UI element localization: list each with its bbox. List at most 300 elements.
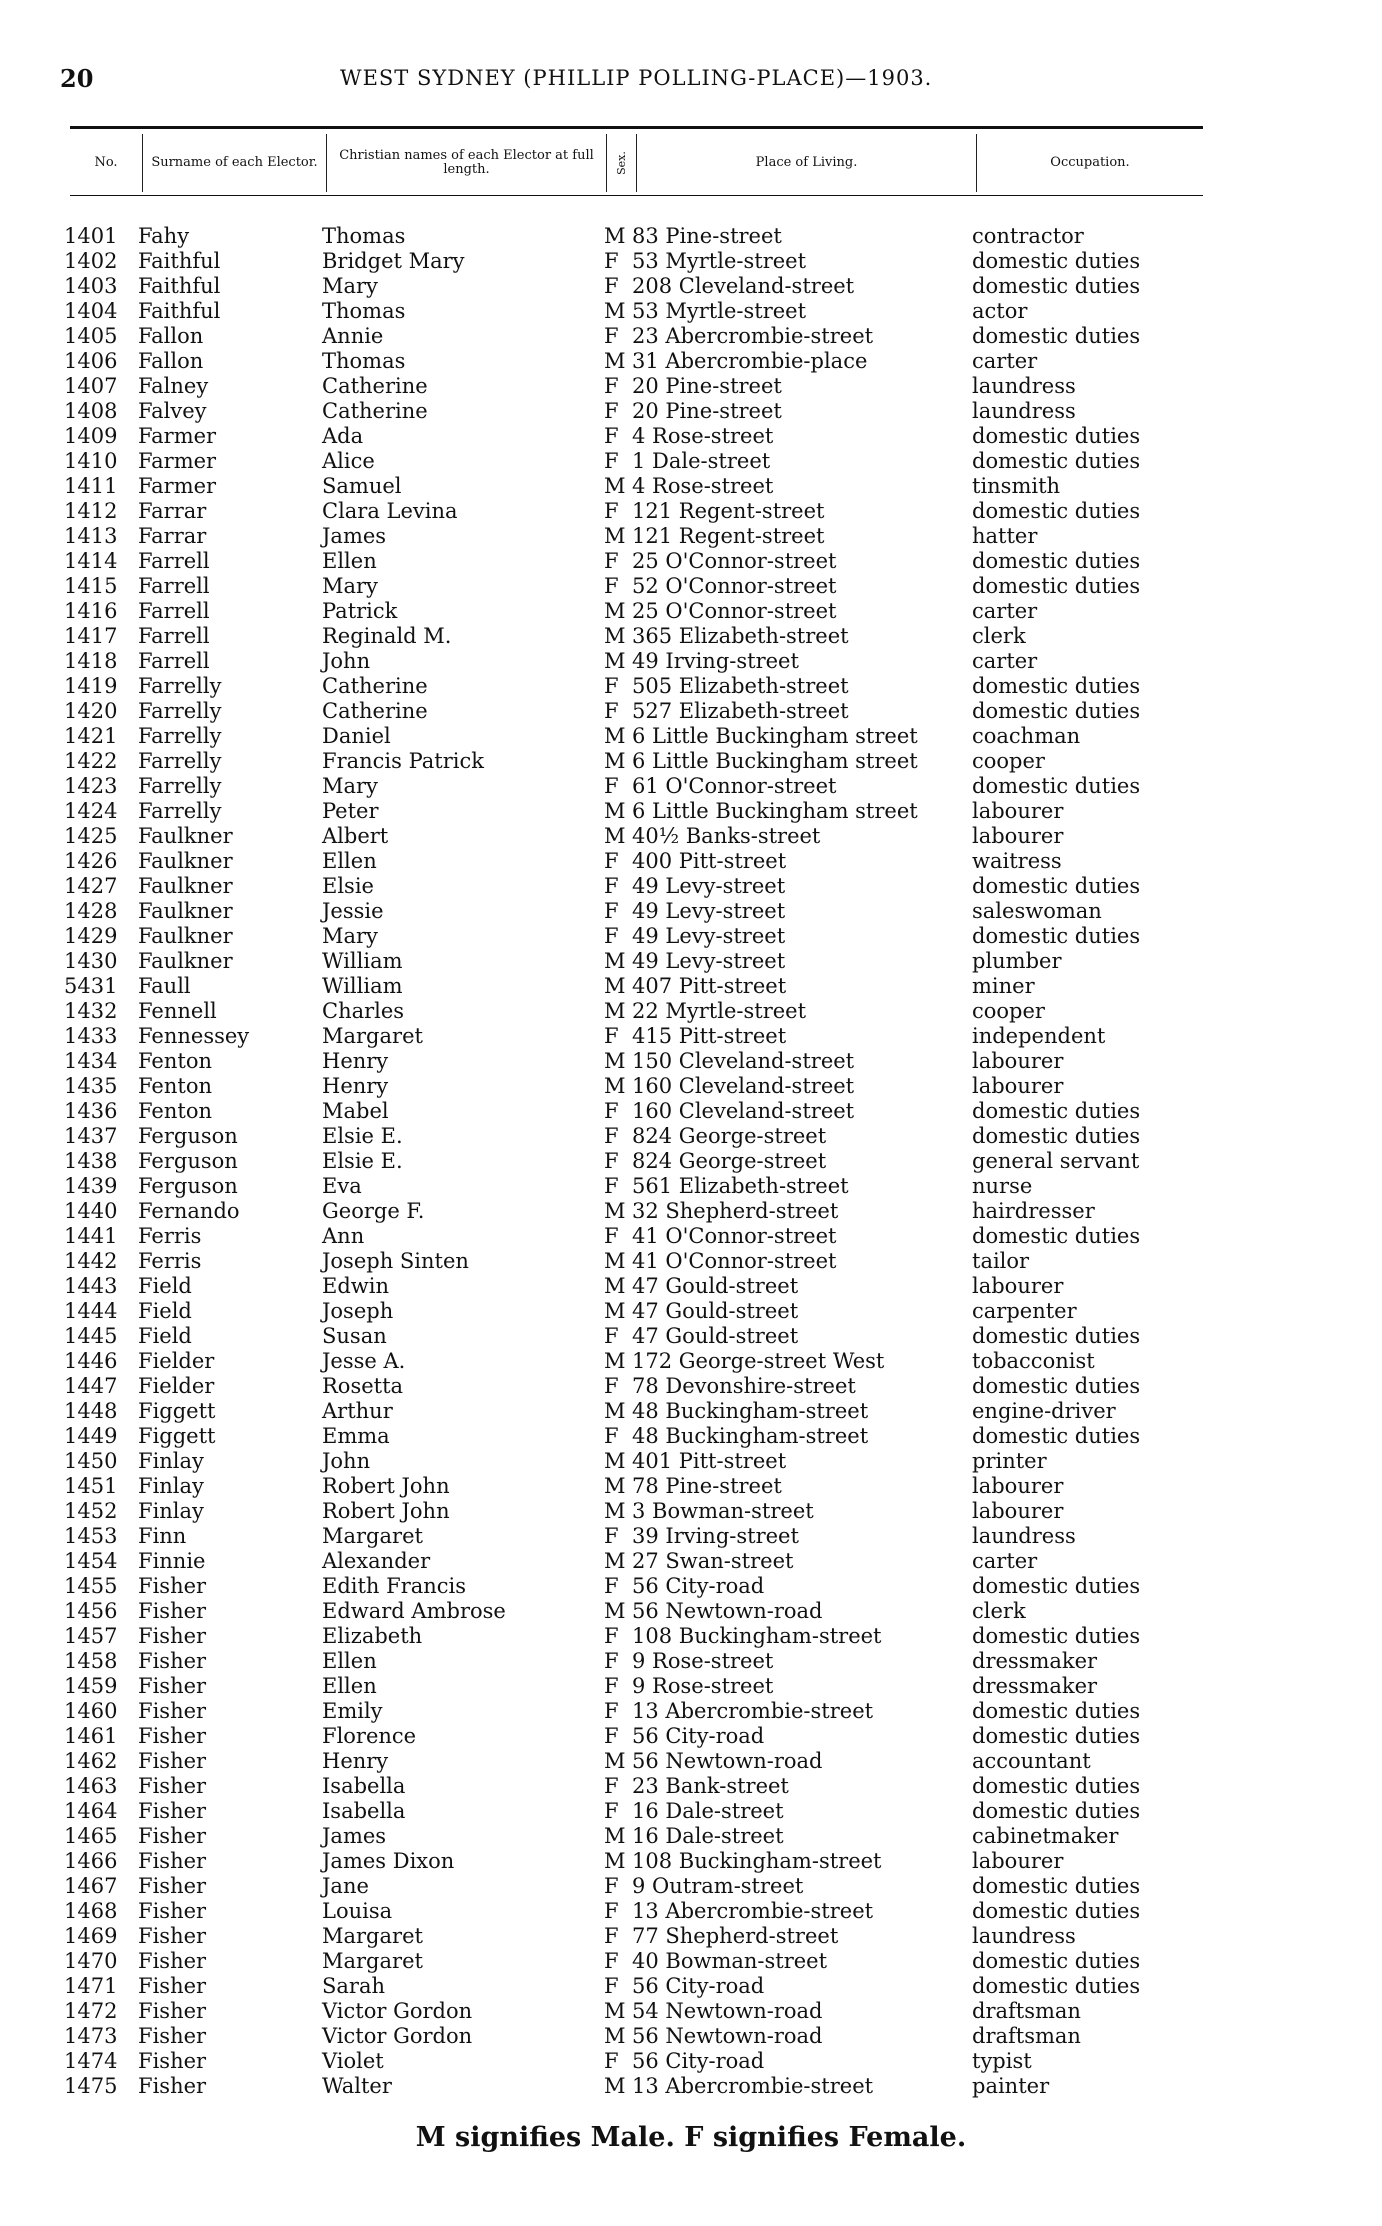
table-row bbox=[0, 474, 1382, 499]
elector-christian-names: Margaret bbox=[322, 1024, 423, 1048]
elector-christian-names: Violet bbox=[322, 2049, 384, 2073]
elector-place-of-living: 56 City-road bbox=[632, 2049, 765, 2073]
elector-number: 1448 bbox=[64, 1399, 118, 1423]
elector-surname: Fisher bbox=[138, 1749, 207, 1773]
elector-number: 1456 bbox=[64, 1599, 118, 1623]
elector-surname: Farrelly bbox=[138, 674, 222, 698]
elector-surname: Fahy bbox=[138, 224, 190, 248]
elector-place-of-living: 407 Pitt-street bbox=[632, 974, 787, 998]
elector-occupation: domestic duties bbox=[972, 924, 1141, 948]
elector-surname: Ferris bbox=[138, 1249, 202, 1273]
elector-number: 1474 bbox=[64, 2049, 118, 2073]
table-row bbox=[0, 1899, 1382, 1924]
elector-occupation: domestic duties bbox=[972, 499, 1141, 523]
elector-christian-names: Victor Gordon bbox=[322, 2024, 473, 2048]
elector-surname: Faithful bbox=[138, 299, 221, 323]
elector-occupation: domestic duties bbox=[972, 774, 1141, 798]
elector-sex: F bbox=[604, 549, 619, 573]
elector-surname: Fisher bbox=[138, 1574, 207, 1598]
elector-occupation: coachman bbox=[972, 724, 1081, 748]
elector-christian-names: Rosetta bbox=[322, 1374, 404, 1398]
table-row bbox=[0, 424, 1382, 449]
elector-sex: F bbox=[604, 2049, 619, 2073]
elector-number: 1424 bbox=[64, 799, 118, 823]
elector-place-of-living: 49 Levy-street bbox=[632, 874, 786, 898]
elector-surname: Fisher bbox=[138, 2049, 207, 2073]
elector-number: 1408 bbox=[64, 399, 118, 423]
elector-christian-names: Patrick bbox=[322, 599, 398, 623]
elector-surname: Ferguson bbox=[138, 1174, 238, 1198]
elector-sex: F bbox=[604, 1974, 619, 1998]
elector-christian-names: Elsie E. bbox=[322, 1124, 403, 1148]
elector-number: 1470 bbox=[64, 1949, 118, 1973]
table-row bbox=[0, 1374, 1382, 1399]
elector-place-of-living: 108 Buckingham-street bbox=[632, 1624, 882, 1648]
elector-number: 1428 bbox=[64, 899, 118, 923]
elector-occupation: tinsmith bbox=[972, 474, 1061, 498]
elector-place-of-living: 208 Cleveland-street bbox=[632, 274, 855, 298]
table-row bbox=[0, 2049, 1382, 2074]
elector-place-of-living: 40 Bowman-street bbox=[632, 1949, 828, 1973]
elector-sex: F bbox=[604, 1149, 619, 1173]
header-no: No. bbox=[94, 155, 118, 170]
elector-place-of-living: 160 Cleveland-street bbox=[632, 1099, 855, 1123]
elector-sex: F bbox=[604, 1574, 619, 1598]
elector-sex: M bbox=[604, 1074, 626, 1098]
elector-christian-names: Catherine bbox=[322, 674, 428, 698]
elector-occupation: labourer bbox=[972, 799, 1064, 823]
elector-surname: Fisher bbox=[138, 1799, 207, 1823]
elector-sex: F bbox=[604, 1949, 619, 1973]
elector-place-of-living: 160 Cleveland-street bbox=[632, 1074, 855, 1098]
elector-place-of-living: 49 Levy-street bbox=[632, 949, 786, 973]
elector-number: 1444 bbox=[64, 1299, 118, 1323]
elector-occupation: domestic duties bbox=[972, 1224, 1141, 1248]
elector-christian-names: Florence bbox=[322, 1724, 417, 1748]
table-row bbox=[0, 899, 1382, 924]
elector-occupation: tailor bbox=[972, 1249, 1030, 1273]
elector-occupation: domestic duties bbox=[972, 1699, 1141, 1723]
elector-place-of-living: 47 Gould-street bbox=[632, 1324, 799, 1348]
elector-surname: Fisher bbox=[138, 1899, 207, 1923]
elector-christian-names: Eva bbox=[322, 1174, 362, 1198]
elector-christian-names: Mary bbox=[322, 774, 378, 798]
elector-surname: Ferguson bbox=[138, 1124, 238, 1148]
elector-place-of-living: 4 Rose-street bbox=[632, 474, 774, 498]
elector-sex: M bbox=[604, 1824, 626, 1848]
elector-sex: F bbox=[604, 1374, 619, 1398]
elector-christian-names: Henry bbox=[322, 1074, 389, 1098]
elector-christian-names: Walter bbox=[322, 2074, 392, 2098]
elector-surname: Fenton bbox=[138, 1049, 212, 1073]
elector-occupation: domestic duties bbox=[972, 1099, 1141, 1123]
elector-number: 1434 bbox=[64, 1049, 118, 1073]
elector-place-of-living: 9 Outram-street bbox=[632, 1874, 804, 1898]
elector-number: 1401 bbox=[64, 224, 118, 248]
elector-occupation: labourer bbox=[972, 1274, 1064, 1298]
elector-christian-names: Mabel bbox=[322, 1099, 389, 1123]
elector-occupation: carter bbox=[972, 1549, 1038, 1573]
elector-sex: M bbox=[604, 649, 626, 673]
elector-sex: F bbox=[604, 924, 619, 948]
elector-place-of-living: 6 Little Buckingham street bbox=[632, 749, 918, 773]
table-row bbox=[0, 1874, 1382, 1899]
elector-place-of-living: 41 O'Connor-street bbox=[632, 1224, 837, 1248]
elector-christian-names: Margaret bbox=[322, 1924, 423, 1948]
table-row bbox=[0, 2024, 1382, 2049]
elector-number: 1425 bbox=[64, 824, 118, 848]
elector-number: 1464 bbox=[64, 1799, 118, 1823]
table-row bbox=[0, 1774, 1382, 1799]
elector-number: 1449 bbox=[64, 1424, 118, 1448]
elector-sex: F bbox=[604, 899, 619, 923]
elector-christian-names: Alice bbox=[322, 449, 375, 473]
header-surname: Surname of each Elector. bbox=[142, 134, 326, 192]
elector-sex: F bbox=[604, 1624, 619, 1648]
table-row bbox=[0, 1474, 1382, 1499]
elector-place-of-living: 48 Buckingham-street bbox=[632, 1424, 869, 1448]
elector-sex: M bbox=[604, 299, 626, 323]
elector-place-of-living: 121 Regent-street bbox=[632, 499, 825, 523]
elector-sex: F bbox=[604, 1524, 619, 1548]
elector-number: 1411 bbox=[64, 474, 118, 498]
elector-sex: M bbox=[604, 224, 626, 248]
elector-number: 1433 bbox=[64, 1024, 118, 1048]
elector-occupation: clerk bbox=[972, 624, 1026, 648]
elector-surname: Farrelly bbox=[138, 699, 222, 723]
table-row bbox=[0, 824, 1382, 849]
elector-occupation: labourer bbox=[972, 1474, 1064, 1498]
elector-christian-names: Charles bbox=[322, 999, 405, 1023]
elector-christian-names: Henry bbox=[322, 1749, 389, 1773]
elector-sex: F bbox=[604, 424, 619, 448]
elector-occupation: cabinetmaker bbox=[972, 1824, 1119, 1848]
elector-occupation: labourer bbox=[972, 1849, 1064, 1873]
table-row bbox=[0, 1849, 1382, 1874]
elector-christian-names: Margaret bbox=[322, 1524, 423, 1548]
elector-surname: Fisher bbox=[138, 2074, 207, 2098]
table-row bbox=[0, 449, 1382, 474]
elector-christian-names: Edwin bbox=[322, 1274, 389, 1298]
elector-place-of-living: 56 Newtown-road bbox=[632, 1599, 823, 1623]
table-row bbox=[0, 249, 1382, 274]
elector-sex: M bbox=[604, 1399, 626, 1423]
elector-sex: M bbox=[604, 599, 626, 623]
elector-number: 1418 bbox=[64, 649, 118, 673]
elector-christian-names: Jane bbox=[322, 1874, 369, 1898]
elector-christian-names: Thomas bbox=[322, 299, 406, 323]
elector-place-of-living: 22 Myrtle-street bbox=[632, 999, 807, 1023]
elector-occupation: painter bbox=[972, 2074, 1050, 2098]
elector-christian-names: Margaret bbox=[322, 1949, 423, 1973]
table-row bbox=[0, 1299, 1382, 1324]
elector-sex: M bbox=[604, 1749, 626, 1773]
elector-place-of-living: 400 Pitt-street bbox=[632, 849, 787, 873]
elector-sex: F bbox=[604, 574, 619, 598]
elector-number: 1459 bbox=[64, 1674, 118, 1698]
elector-place-of-living: 3 Bowman-street bbox=[632, 1499, 814, 1523]
table-row bbox=[0, 1524, 1382, 1549]
elector-surname: Fisher bbox=[138, 1924, 207, 1948]
elector-number: 1458 bbox=[64, 1649, 118, 1673]
elector-christian-names: Reginald M. bbox=[322, 624, 452, 648]
header-christian-names: Christian names of each Elector at full length. bbox=[326, 134, 606, 192]
elector-sex: M bbox=[604, 1299, 626, 1323]
elector-christian-names: Sarah bbox=[322, 1974, 385, 1998]
elector-number: 1457 bbox=[64, 1624, 118, 1648]
elector-christian-names: Elsie E. bbox=[322, 1149, 403, 1173]
elector-place-of-living: 16 Dale-street bbox=[632, 1824, 784, 1848]
elector-place-of-living: 108 Buckingham-street bbox=[632, 1849, 882, 1873]
elector-surname: Faull bbox=[138, 974, 191, 998]
elector-sex: F bbox=[604, 1699, 619, 1723]
elector-sex: F bbox=[604, 774, 619, 798]
elector-christian-names: Ellen bbox=[322, 549, 377, 573]
elector-place-of-living: 48 Buckingham-street bbox=[632, 1399, 869, 1423]
elector-surname: Farmer bbox=[138, 474, 217, 498]
elector-place-of-living: 49 Irving-street bbox=[632, 649, 799, 673]
elector-occupation: hairdresser bbox=[972, 1199, 1095, 1223]
elector-place-of-living: 20 Pine-street bbox=[632, 374, 782, 398]
elector-surname: Figgett bbox=[138, 1424, 216, 1448]
table-row bbox=[0, 399, 1382, 424]
elector-number: 1430 bbox=[64, 949, 118, 973]
elector-place-of-living: 505 Elizabeth-street bbox=[632, 674, 849, 698]
elector-christian-names: William bbox=[322, 974, 403, 998]
elector-number: 1452 bbox=[64, 1499, 118, 1523]
elector-surname: Faithful bbox=[138, 249, 221, 273]
elector-christian-names: Thomas bbox=[322, 224, 406, 248]
elector-christian-names: Arthur bbox=[322, 1399, 393, 1423]
elector-sex: M bbox=[604, 1849, 626, 1873]
elector-christian-names: Jessie bbox=[322, 899, 384, 923]
elector-sex: M bbox=[604, 1999, 626, 2023]
table-row bbox=[0, 699, 1382, 724]
elector-christian-names: Bridget Mary bbox=[322, 249, 465, 273]
elector-surname: Fennessey bbox=[138, 1024, 250, 1048]
elector-sex: F bbox=[604, 249, 619, 273]
elector-occupation: domestic duties bbox=[972, 274, 1141, 298]
elector-surname: Fisher bbox=[138, 1849, 207, 1873]
elector-sex: F bbox=[604, 1724, 619, 1748]
elector-sex: F bbox=[604, 1899, 619, 1923]
elector-surname: Farrell bbox=[138, 599, 210, 623]
elector-place-of-living: 23 Abercrombie-street bbox=[632, 324, 874, 348]
elector-christian-names: James bbox=[322, 524, 387, 548]
elector-number: 1438 bbox=[64, 1149, 118, 1173]
elector-occupation: laundress bbox=[972, 1924, 1076, 1948]
elector-occupation: domestic duties bbox=[972, 1949, 1141, 1973]
table-row bbox=[0, 799, 1382, 824]
elector-number: 1410 bbox=[64, 449, 118, 473]
elector-sex: M bbox=[604, 524, 626, 548]
elector-place-of-living: 47 Gould-street bbox=[632, 1299, 799, 1323]
elector-surname: Farrelly bbox=[138, 749, 222, 773]
page-title: WEST SYDNEY (PHILLIP POLLING-PLACE)—1903. bbox=[340, 66, 933, 90]
elector-occupation: domestic duties bbox=[972, 1899, 1141, 1923]
elector-occupation: domestic duties bbox=[972, 1874, 1141, 1898]
elector-surname: Farrelly bbox=[138, 724, 222, 748]
table-row bbox=[0, 924, 1382, 949]
elector-sex: M bbox=[604, 974, 626, 998]
elector-surname: Ferguson bbox=[138, 1149, 238, 1173]
elector-number: 1475 bbox=[64, 2074, 118, 2098]
elector-sex: F bbox=[604, 874, 619, 898]
elector-surname: Farrar bbox=[138, 499, 207, 523]
elector-sex: M bbox=[604, 1499, 626, 1523]
page-number: 20 bbox=[60, 64, 94, 93]
elector-sex: M bbox=[604, 749, 626, 773]
elector-occupation: labourer bbox=[972, 824, 1064, 848]
elector-surname: Fenton bbox=[138, 1074, 212, 1098]
elector-number: 1402 bbox=[64, 249, 118, 273]
table-row bbox=[0, 999, 1382, 1024]
elector-surname: Faulkner bbox=[138, 874, 233, 898]
table-row bbox=[0, 1424, 1382, 1449]
elector-christian-names: Edith Francis bbox=[322, 1574, 467, 1598]
elector-surname: Ferris bbox=[138, 1224, 202, 1248]
elector-sex: F bbox=[604, 1124, 619, 1148]
elector-number: 1419 bbox=[64, 674, 118, 698]
elector-sex: F bbox=[604, 1099, 619, 1123]
table-row bbox=[0, 1974, 1382, 1999]
elector-christian-names: Emily bbox=[322, 1699, 383, 1723]
elector-surname: Fisher bbox=[138, 1974, 207, 1998]
elector-sex: F bbox=[604, 274, 619, 298]
elector-occupation: domestic duties bbox=[972, 1624, 1141, 1648]
table-row bbox=[0, 1174, 1382, 1199]
elector-occupation: engine-driver bbox=[972, 1399, 1116, 1423]
table-row bbox=[0, 274, 1382, 299]
elector-surname: Fallon bbox=[138, 324, 204, 348]
elector-number: 1406 bbox=[64, 349, 118, 373]
table-row bbox=[0, 549, 1382, 574]
elector-occupation: carter bbox=[972, 649, 1038, 673]
elector-number: 1416 bbox=[64, 599, 118, 623]
elector-occupation: saleswoman bbox=[972, 899, 1102, 923]
elector-place-of-living: 78 Pine-street bbox=[632, 1474, 782, 1498]
elector-sex: M bbox=[604, 799, 626, 823]
elector-place-of-living: 32 Shepherd-street bbox=[632, 1199, 839, 1223]
table-row bbox=[0, 1324, 1382, 1349]
header-top-rule bbox=[70, 126, 1203, 129]
elector-occupation: domestic duties bbox=[972, 1974, 1141, 1998]
elector-place-of-living: 56 City-road bbox=[632, 1724, 765, 1748]
elector-christian-names: Annie bbox=[322, 324, 384, 348]
elector-christian-names: Ellen bbox=[322, 1674, 377, 1698]
elector-place-of-living: 4 Rose-street bbox=[632, 424, 774, 448]
elector-christian-names: Victor Gordon bbox=[322, 1999, 473, 2023]
elector-surname: Faulkner bbox=[138, 899, 233, 923]
elector-surname: Farrell bbox=[138, 649, 210, 673]
elector-occupation: domestic duties bbox=[972, 574, 1141, 598]
elector-place-of-living: 61 O'Connor-street bbox=[632, 774, 837, 798]
elector-number: 1420 bbox=[64, 699, 118, 723]
table-row bbox=[0, 1499, 1382, 1524]
elector-sex: M bbox=[604, 1199, 626, 1223]
elector-sex: F bbox=[604, 1324, 619, 1348]
elector-christian-names: Mary bbox=[322, 924, 378, 948]
table-row bbox=[0, 1049, 1382, 1074]
elector-number: 1461 bbox=[64, 1724, 118, 1748]
elector-place-of-living: 6 Little Buckingham street bbox=[632, 724, 918, 748]
elector-number: 1427 bbox=[64, 874, 118, 898]
elector-surname: Finlay bbox=[138, 1449, 204, 1473]
elector-place-of-living: 121 Regent-street bbox=[632, 524, 825, 548]
elector-number: 1409 bbox=[64, 424, 118, 448]
table-row bbox=[0, 1549, 1382, 1574]
elector-occupation: domestic duties bbox=[972, 699, 1141, 723]
elector-occupation: carpenter bbox=[972, 1299, 1077, 1323]
elector-sex: M bbox=[604, 1599, 626, 1623]
elector-christian-names: Elizabeth bbox=[322, 1624, 423, 1648]
elector-surname: Fernando bbox=[138, 1199, 240, 1223]
elector-number: 1468 bbox=[64, 1899, 118, 1923]
elector-christian-names: Alexander bbox=[322, 1549, 431, 1573]
elector-surname: Fisher bbox=[138, 1699, 207, 1723]
header-sex: Sex. bbox=[606, 134, 636, 192]
elector-occupation: waitress bbox=[972, 849, 1062, 873]
elector-surname: Farrar bbox=[138, 524, 207, 548]
elector-surname: Fisher bbox=[138, 1999, 207, 2023]
table-row bbox=[0, 1149, 1382, 1174]
table-row bbox=[0, 1624, 1382, 1649]
elector-surname: Faithful bbox=[138, 274, 221, 298]
elector-number: 1422 bbox=[64, 749, 118, 773]
table-row bbox=[0, 374, 1382, 399]
elector-number: 1462 bbox=[64, 1749, 118, 1773]
elector-occupation: domestic duties bbox=[972, 1574, 1141, 1598]
elector-place-of-living: 83 Pine-street bbox=[632, 224, 782, 248]
elector-surname: Fielder bbox=[138, 1349, 215, 1373]
elector-occupation: plumber bbox=[972, 949, 1062, 973]
elector-surname: Fisher bbox=[138, 1874, 207, 1898]
table-row bbox=[0, 1124, 1382, 1149]
elector-sex: F bbox=[604, 399, 619, 423]
table-row bbox=[0, 524, 1382, 549]
table-row bbox=[0, 1924, 1382, 1949]
elector-place-of-living: 415 Pitt-street bbox=[632, 1024, 787, 1048]
elector-number: 1467 bbox=[64, 1874, 118, 1898]
elector-occupation: domestic duties bbox=[972, 424, 1141, 448]
elector-christian-names: John bbox=[322, 1449, 371, 1473]
elector-sex: M bbox=[604, 1449, 626, 1473]
elector-number: 1407 bbox=[64, 374, 118, 398]
elector-surname: Fisher bbox=[138, 1649, 207, 1673]
elector-surname: Field bbox=[138, 1324, 192, 1348]
elector-place-of-living: 49 Levy-street bbox=[632, 899, 786, 923]
table-row bbox=[0, 1074, 1382, 1099]
elector-number: 5431 bbox=[64, 974, 118, 998]
elector-surname: Fielder bbox=[138, 1374, 215, 1398]
elector-place-of-living: 527 Elizabeth-street bbox=[632, 699, 849, 723]
elector-christian-names: Jesse A. bbox=[322, 1349, 406, 1373]
elector-place-of-living: 31 Abercrombie-place bbox=[632, 349, 868, 373]
elector-place-of-living: 20 Pine-street bbox=[632, 399, 782, 423]
elector-sex: M bbox=[604, 949, 626, 973]
elector-occupation: domestic duties bbox=[972, 1424, 1141, 1448]
table-row bbox=[0, 1699, 1382, 1724]
elector-number: 1451 bbox=[64, 1474, 118, 1498]
elector-occupation: laundress bbox=[972, 1524, 1076, 1548]
elector-christian-names: John bbox=[322, 649, 371, 673]
elector-number: 1460 bbox=[64, 1699, 118, 1723]
elector-place-of-living: 77 Shepherd-street bbox=[632, 1924, 839, 1948]
elector-place-of-living: 39 Irving-street bbox=[632, 1524, 799, 1548]
elector-occupation: domestic duties bbox=[972, 1774, 1141, 1798]
elector-occupation: contractor bbox=[972, 224, 1084, 248]
elector-occupation: domestic duties bbox=[972, 549, 1141, 573]
